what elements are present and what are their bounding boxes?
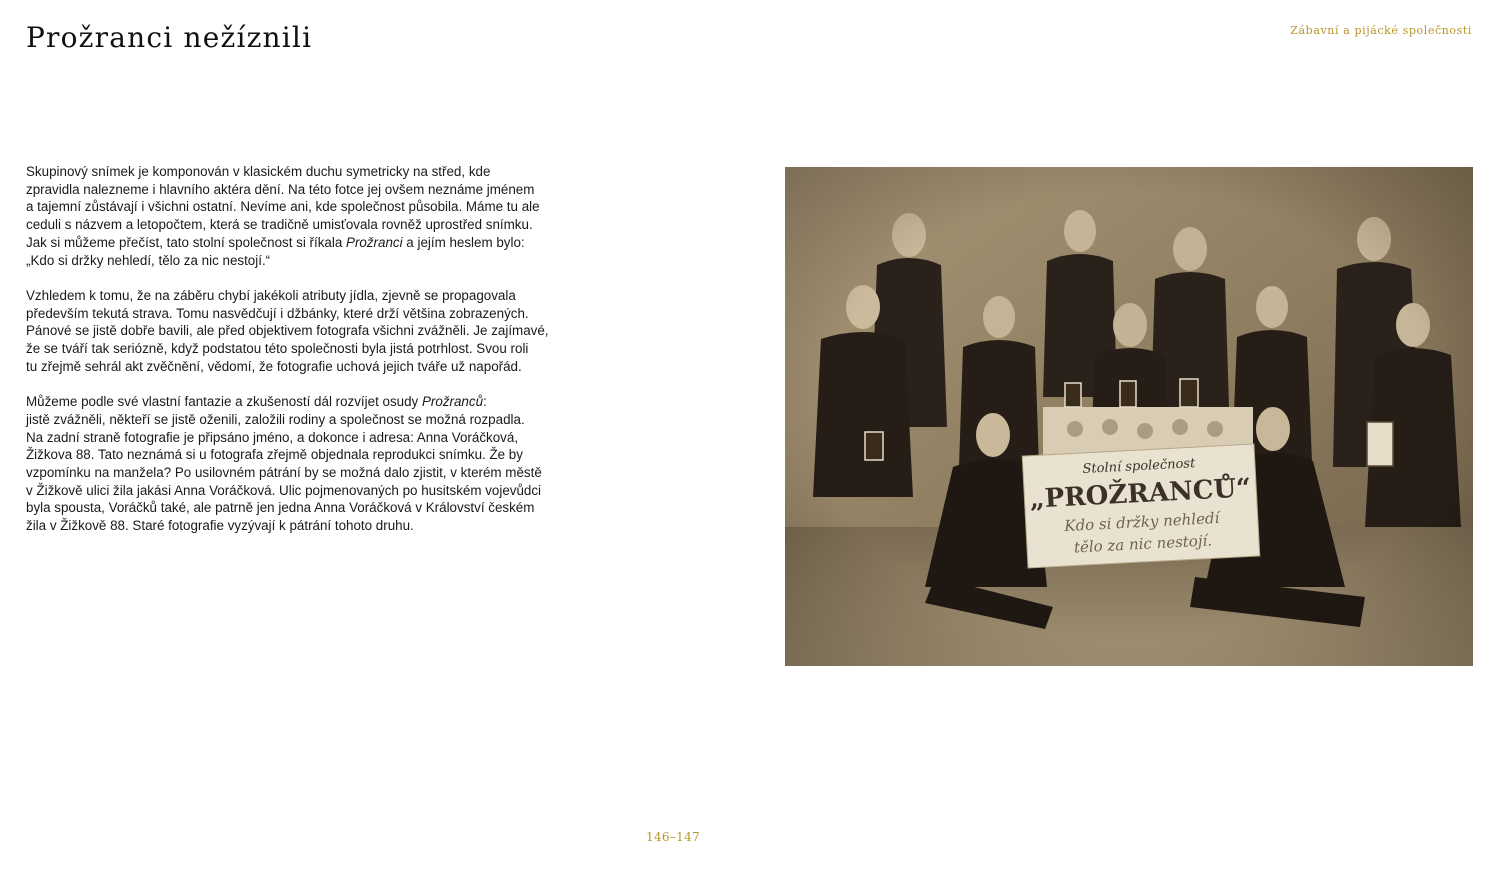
group-photograph xyxy=(785,167,1473,666)
text-line: Vzhledem k tomu, že na záběru chybí jakékoli atributy jídla, zjevně se propagovala xyxy=(26,287,516,303)
text-line: „Kdo si držky nehledí, tělo za nic nestojí.“ xyxy=(26,252,271,268)
page-title: Prožranci nežíznili xyxy=(26,21,313,54)
text-line: ceduli s názvem a letopočtem, která se tradičně umisťovala rovněž uprostřed snímku. xyxy=(26,217,533,233)
text-line: a tajemní zůstávají i všichni ostatní. Nevíme ani, kde společnost působila. Máme tu ale xyxy=(26,199,540,215)
paragraph-1 xyxy=(26,163,541,269)
section-label: Zábavní a pijácké společnosti xyxy=(1290,24,1472,37)
text-line: Na zadní straně fotografie je připsáno jméno, a dokonce i adresa: Anna Voráčková, xyxy=(26,429,519,445)
text-line: žila v Žižkově 88. Staré fotografie vyzývají k pátrání tohoto druhu. xyxy=(26,518,414,534)
text-line xyxy=(26,234,541,252)
text-run: : xyxy=(483,394,487,410)
text-line: tu zřejmě sehrál akt zvěčnění, vědomí, že fotografie uchová jejich tváře už napořád. xyxy=(26,358,522,374)
text-line: vzpomínku na manžela? Po usilovném pátrání by se možná dalo zjistit, v kterém městě xyxy=(26,464,542,480)
page-numbers: 146–147 xyxy=(646,830,700,844)
text-run: a jejím heslem bylo: xyxy=(402,234,525,250)
text-run: Můžeme podle své vlastní fantazie a zkušeností dál rozvíjet osudy xyxy=(26,394,422,410)
paragraph-3 xyxy=(26,393,541,535)
paragraph-2 xyxy=(26,287,549,376)
article-body xyxy=(26,163,549,552)
society-name: Prožranci xyxy=(346,234,403,250)
text-line: Žižkova 88. Tato neznámá si u fotografa zřejmě objednala reprodukci snímku. Že by xyxy=(26,447,523,463)
text-line: že se tváří tak seriózně, když podstatou této společnosti byla jistá potrhlost. Svou roli xyxy=(26,341,529,357)
text-line: především tekutá strava. Tomu nasvědčují i džbánky, které drží většina zobrazených. xyxy=(26,305,529,321)
text-line: jistě zvážněli, někteří se jistě oženili, založili rodiny a společnost se možná rozpadla. xyxy=(26,411,525,427)
text-line xyxy=(26,393,541,411)
society-name: Prožranců xyxy=(421,394,484,410)
text-line: Skupinový snímek je komponován v klasickém duchu symetricky na střed, kde xyxy=(26,164,491,179)
text-run: Jak si můžeme přečíst, tato stolní společnost si říkala xyxy=(26,234,347,250)
text-line: byla spousta, Voráčků také, ale patrně jen jedna Anna Voráčková v Království českém xyxy=(26,500,535,516)
text-line: zpravidla nalezneme i hlavního aktéra dění. Na této fotce jej ovšem neznáme jménem xyxy=(26,181,535,197)
text-line: Pánové se jistě dobře bavili, ale před objektivem fotografa všichni zvážněli. Je zajímavé, xyxy=(26,323,549,339)
text-line: v Žižkově ulici žila jakási Anna Voráčková. Ulic pojmenovaných po husitském vojevůdci xyxy=(26,482,542,498)
